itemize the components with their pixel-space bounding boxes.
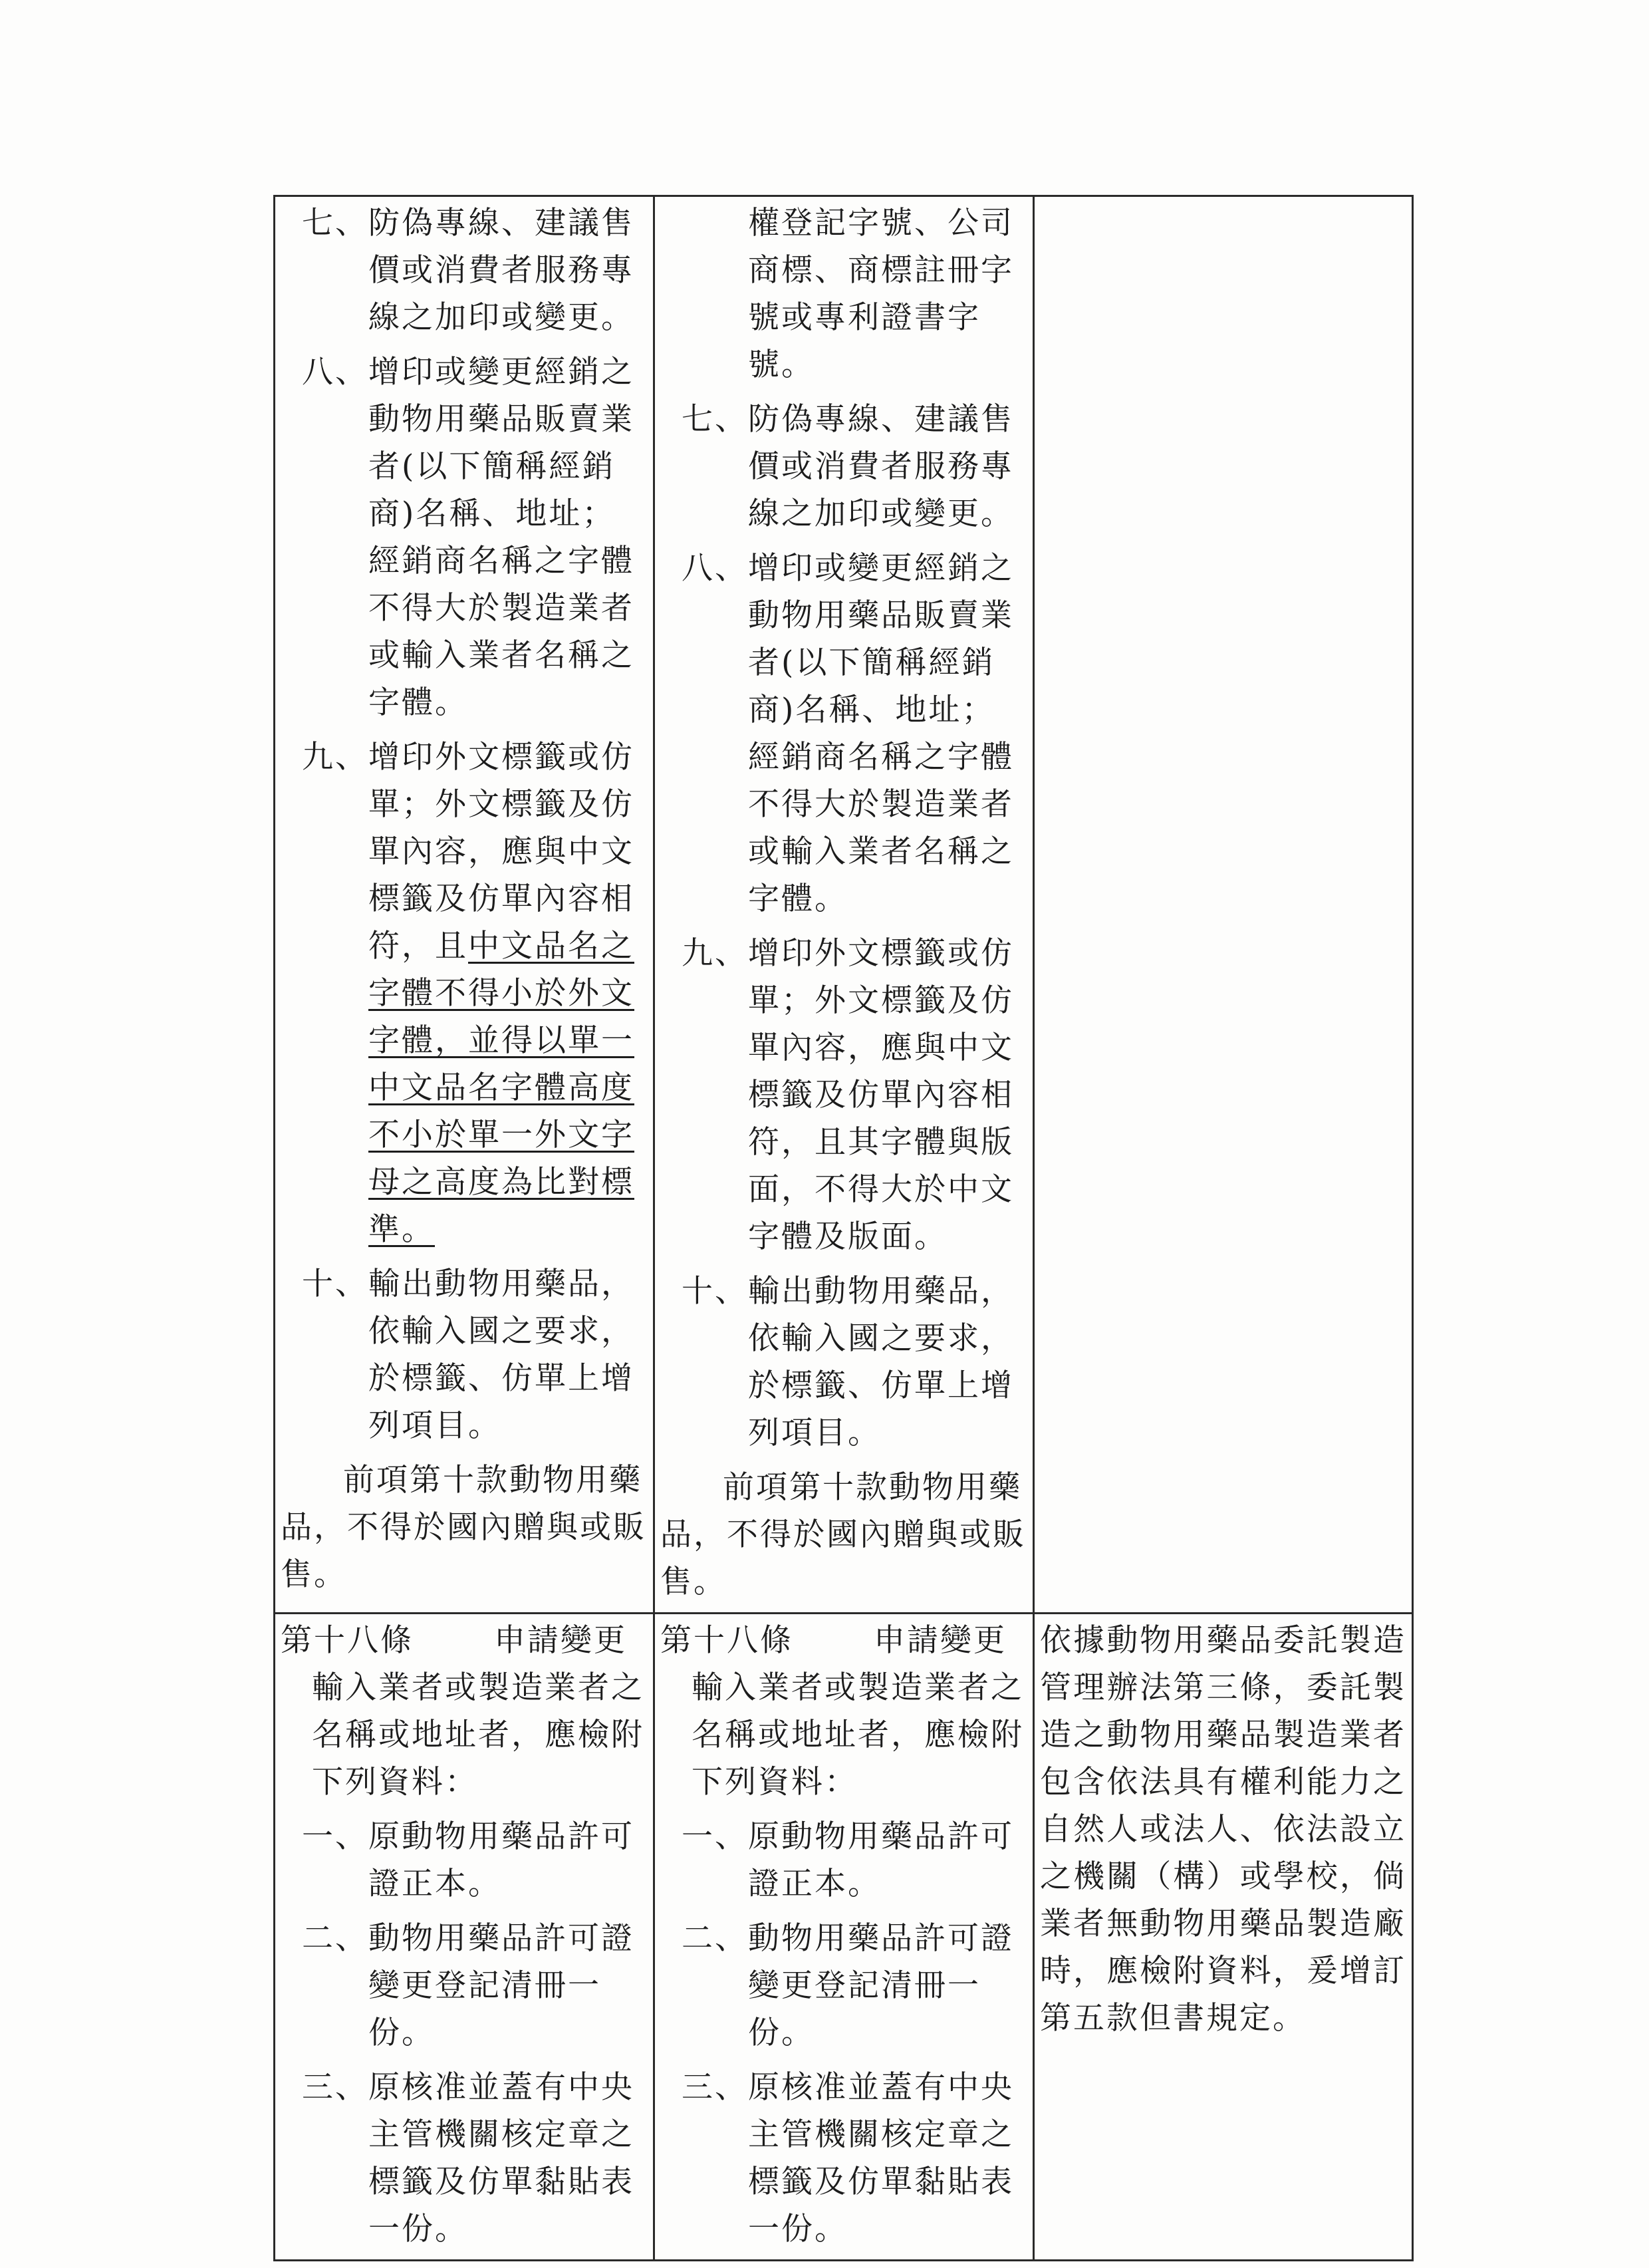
item-text: 輸出動物用藥品，依輸入國之要求，於標籤、仿單上增列項目。 bbox=[748, 1273, 1014, 1451]
item-text: 增印或變更經銷之動物用藥品販賣業者(以下簡稱經銷商)名稱、地址；經銷商名稱之字體不得大於製造業者或輸入業者名稱之字體。 bbox=[368, 354, 634, 721]
item-number: 七、 bbox=[302, 205, 368, 241]
item-text: 原動物用藥品許可證正本。 bbox=[368, 1818, 634, 1902]
table-row bbox=[275, 1614, 1413, 2261]
list-item bbox=[281, 1915, 648, 2056]
list-item bbox=[660, 396, 1027, 537]
article-body-text: 申請變更輸入業者或製造業者之名稱或地址者，應檢附下列資料： bbox=[692, 1622, 1024, 1800]
item-number: 八、 bbox=[302, 354, 368, 390]
item-number: 九、 bbox=[682, 935, 748, 972]
paragraph: 前項第十款動物用藥品，不得於國內贈與或販售。 bbox=[660, 1469, 1026, 1600]
explanation-cell bbox=[1034, 1614, 1413, 2261]
item-number: 三、 bbox=[682, 2069, 748, 2106]
item-number: 三、 bbox=[302, 2069, 368, 2106]
amended-text-cell bbox=[275, 1614, 654, 2261]
item-text bbox=[368, 734, 648, 1253]
list-item bbox=[660, 1915, 1027, 2056]
item-text-plain: 增印外文標籤或仿單；外文標籤及仿單內容，應與中文標籤及仿單內容相符，且 bbox=[368, 739, 634, 964]
item-number: 十、 bbox=[302, 1266, 368, 1302]
item-text: 防偽專線、建議售價或消費者服務專線之加印或變更。 bbox=[748, 401, 1014, 532]
list-item bbox=[281, 1260, 648, 1449]
list-item bbox=[281, 734, 648, 1253]
current-text-cell bbox=[654, 196, 1034, 1614]
list-item bbox=[660, 1268, 1027, 1457]
item-text: 原動物用藥品許可證正本。 bbox=[748, 1818, 1014, 1902]
amended-text-cell bbox=[275, 196, 654, 1614]
item-number: 九、 bbox=[302, 739, 368, 776]
item-number: 七、 bbox=[682, 401, 748, 438]
item-number: 十、 bbox=[682, 1273, 748, 1310]
list-item bbox=[660, 1813, 1027, 1908]
comparison-table bbox=[273, 195, 1414, 2261]
item-number: 八、 bbox=[682, 550, 748, 587]
item-text: 原核准並蓋有中央主管機關核定章之標籤及仿單黏貼表一份。 bbox=[368, 2069, 634, 2247]
item-number: 二、 bbox=[682, 1920, 748, 1957]
list-item bbox=[660, 2064, 1027, 2253]
item-number: 一、 bbox=[682, 1818, 748, 1855]
underlined-amendment: 中文品名之字體不得小於外文字體，並得以單一中文品名字體高度不小於單一外文字母之高度為比對標準。 bbox=[368, 928, 634, 1248]
item-text: 增印外文標籤或仿單；外文標籤及仿單內容，應與中文標籤及仿單內容相符，且其字體與版面，不得大於中文字體及版面。 bbox=[748, 935, 1014, 1255]
current-text-cell bbox=[654, 1614, 1034, 2261]
item-text: 增印或變更經銷之動物用藥品販賣業者(以下簡稱經銷商)名稱、地址；經銷商名稱之字體不得大於製造業者或輸入業者名稱之字體。 bbox=[748, 550, 1014, 917]
list-item bbox=[281, 2064, 648, 2253]
explanation-text: 依據動物用藥品委託製造管理辦法第三條，委託製造之動物用藥品製造業者包含依法具有權利能力之自然人或法人、依法設立之機關（構）或學校，倘業者無動物用藥品製造廠時，應檢附資料，爰增訂第五款但書規定。 bbox=[1040, 1622, 1406, 2037]
article-number: 第十八條 bbox=[281, 1622, 414, 1659]
paragraph: 前項第十款動物用藥品，不得於國內贈與或販售。 bbox=[281, 1462, 646, 1593]
item-continuation: 權登記字號、公司商標、商標註冊字號或專利證書字號。 bbox=[748, 205, 1014, 383]
item-text: 動物用藥品許可證變更登記清冊一份。 bbox=[368, 1920, 634, 2051]
item-number: 二、 bbox=[302, 1920, 368, 1957]
explanation-cell bbox=[1034, 196, 1413, 1614]
table-row bbox=[275, 196, 1413, 1614]
item-text: 輸出動物用藥品，依輸入國之要求，於標籤、仿單上增列項目。 bbox=[368, 1266, 634, 1444]
list-item bbox=[281, 200, 648, 341]
item-text: 動物用藥品許可證變更登記清冊一份。 bbox=[748, 1920, 1014, 2051]
list-item bbox=[281, 349, 648, 726]
item-text: 防偽專線、建議售價或消費者服務專線之加印或變更。 bbox=[368, 205, 634, 336]
article-number: 第十八條 bbox=[660, 1622, 793, 1659]
item-text: 原核准並蓋有中央主管機關核定章之標籤及仿單黏貼表一份。 bbox=[748, 2069, 1014, 2247]
item-number: 一、 bbox=[302, 1818, 368, 1855]
list-item bbox=[660, 545, 1027, 922]
article-body-text: 申請變更輸入業者或製造業者之名稱或地址者，應檢附下列資料： bbox=[312, 1622, 644, 1800]
list-item bbox=[281, 1813, 648, 1908]
list-item bbox=[660, 930, 1027, 1260]
